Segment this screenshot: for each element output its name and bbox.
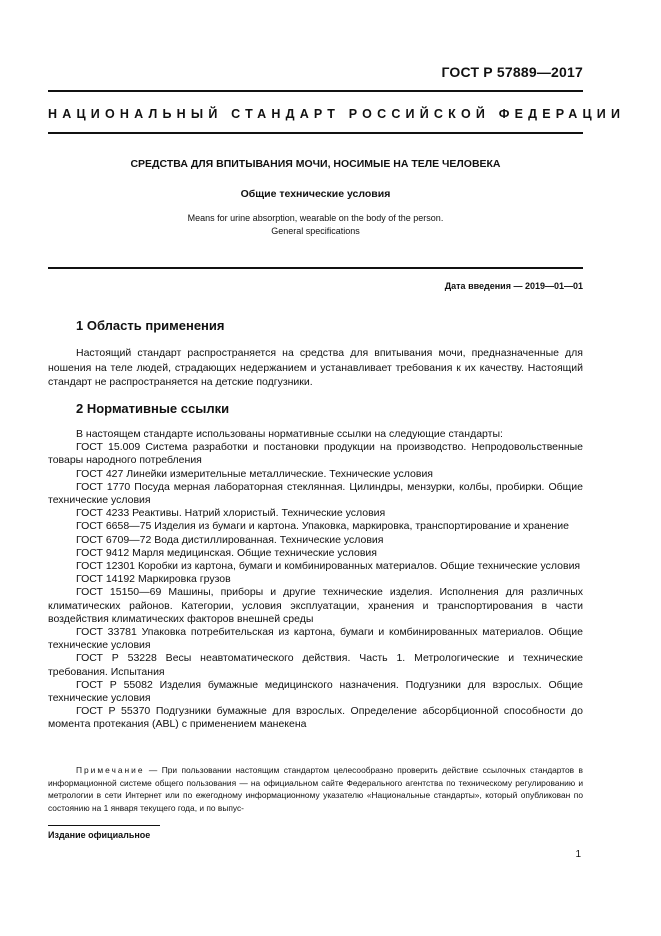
- middle-rule: [48, 132, 583, 134]
- reference-item: ГОСТ Р 55370 Подгузники бумажные для взрослых. Определение абсорбционной способности до момента протекания (ABL) с применением манекена: [48, 705, 583, 731]
- reference-item: ГОСТ Р 55082 Изделия бумажные медицинского назначения. Подгузники для взрослых. Общие технические условия: [48, 678, 583, 705]
- reference-item: ГОСТ 9412 Марля медицинская. Общие технические условия: [76, 546, 377, 559]
- reference-item: ГОСТ 6709—72 Вода дистиллированная. Технические условия: [76, 533, 384, 546]
- english-title: [48, 212, 583, 238]
- document-subtitle: Общие технические условия: [240, 188, 391, 200]
- reference-item: ГОСТ 14192 Маркировка грузов: [76, 573, 231, 586]
- reference-item: ГОСТ 427 Линейки измерительные металлические. Технические условия: [76, 467, 433, 480]
- top-rule: [48, 90, 583, 92]
- note: [48, 764, 583, 814]
- reference-item: ГОСТ 4233 Реактивы. Натрий хлористый. Технические условия: [76, 507, 386, 520]
- reference-item: ГОСТ 1770 Посуда мерная лабораторная стеклянная. Цилиндры, мензурки, колбы, пробирки. Общие технические условия: [48, 480, 583, 507]
- english-title-line-1: Means for urine absorption, wearable on the body of the person.: [187, 213, 444, 223]
- reference-item: ГОСТ 33781 Упаковка потребительская из картона, бумаги и комбинированных материалов. Общие технические условия: [48, 626, 583, 652]
- english-title-line-2: General specifications: [271, 226, 360, 236]
- section-2-heading: 2 Нормативные ссылки: [76, 401, 230, 416]
- footer-rule: [48, 825, 160, 826]
- references-intro: В настоящем стандарте использованы нормативные ссылки на следующие стандарты:: [76, 428, 503, 440]
- document-title: СРЕДСТВА ДЛЯ ВПИТЫВАНИЯ МОЧИ, НОСИМЫЕ НА ТЕЛЕ ЧЕЛОВЕКА: [130, 158, 501, 170]
- section-1-text: [48, 346, 583, 390]
- title-bottom-rule: [48, 267, 583, 269]
- introduction-date: Дата введения — 2019—01—01: [444, 281, 583, 291]
- note-text: — При пользовании настоящим стандартом целесообразно проверить действие ссылочных стандартов в информационной системе общего пользования — на официальном сайте Федерального агентства по техническому регулированию и метрологии в сети Интернет или по ежегодному информационному указателю «Национальные стандарты», который опубликован по состоянию на 1 января текущего года, и по выпус-: [48, 765, 583, 813]
- page-number: 1: [575, 849, 581, 860]
- reference-item: ГОСТ 6658—75 Изделия из бумаги и картона. Упаковка, маркировка, транспортирование и хранение: [76, 520, 569, 533]
- reference-item: ГОСТ 15150—69 Машины, приборы и другие технические изделия. Исполнения для различных климатических районов. Категории, условия эксплуатации, хранения и транспортирования в части воздействия климатических факторов внешней среды: [48, 586, 583, 625]
- note-label: Примечание: [76, 765, 145, 775]
- standard-number: ГОСТ Р 57889—2017: [441, 64, 583, 80]
- national-standard-heading: НАЦИОНАЛЬНЫЙ СТАНДАРТ РОССИЙСКОЙ ФЕДЕРАЦИИ: [48, 107, 626, 121]
- section-1-heading: 1 Область применения: [76, 318, 225, 333]
- reference-item: ГОСТ 12301 Коробки из картона, бумаги и комбинированных материалов. Общие технические условия: [76, 560, 581, 573]
- reference-item: ГОСТ Р 53228 Весы неавтоматического действия. Часть 1. Метрологические и технические требования. Испытания: [48, 652, 583, 678]
- section-1-paragraph: Настоящий стандарт распространяется на средства для впитывания мочи, предназначенные для ношения на теле людей, страдающих недержанием и устанавливает требования к их качеству. Настоящий стандарт не распространяется на детские подгузники.: [48, 347, 583, 388]
- reference-item: ГОСТ 15.009 Система разработки и постановки продукции на производство. Непродовольственные товары народного потребления: [48, 441, 583, 467]
- references-list: [48, 428, 583, 732]
- edition-label: Издание официальное: [48, 830, 151, 840]
